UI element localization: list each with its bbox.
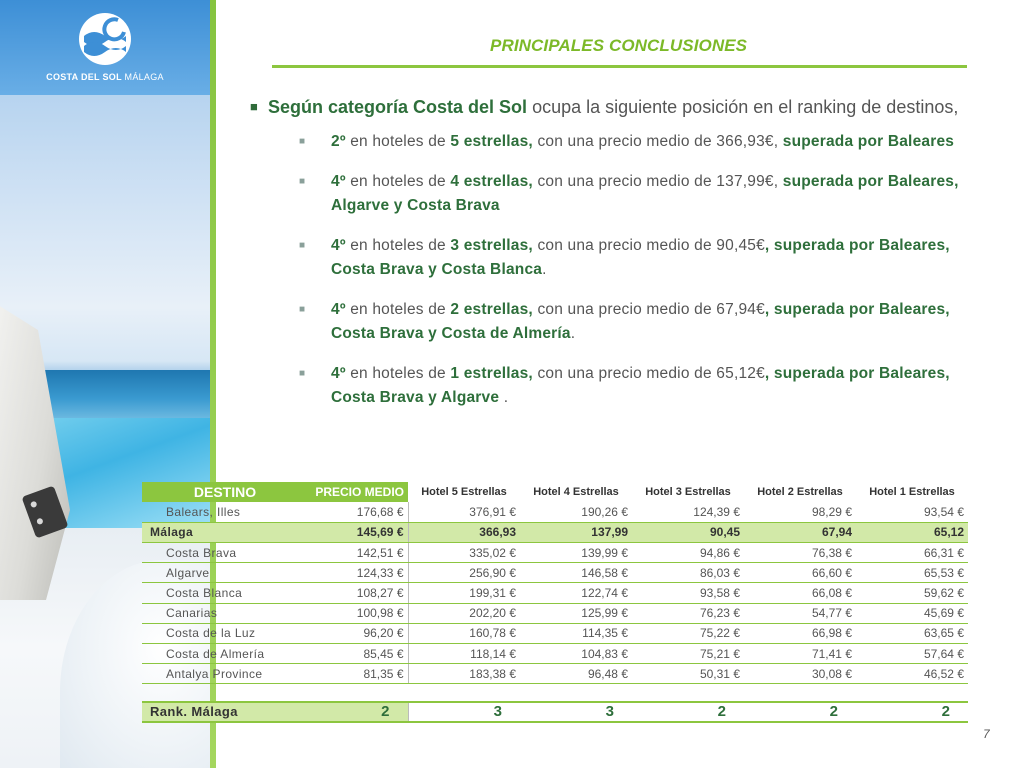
destination-cell: Balears, Illes [142,502,308,522]
value-cell: 190,26 € [520,502,632,522]
header-hotel-5: Hotel 5 Estrellas [408,482,520,502]
spacer-cell [408,684,520,702]
square-bullet-icon: ■ [250,99,258,114]
value-cell: 160,78 € [408,623,520,643]
value-cell: 256,90 € [408,563,520,583]
table-row [142,644,968,664]
value-cell: 118,14 € [408,644,520,664]
superada-text: , superada por Baleares, Costa Brava y Algarve [331,365,950,406]
value-cell: 366,93 [408,522,520,542]
value-cell: 66,31 € [856,543,968,563]
superada-text: superada por Baleares [782,133,955,150]
bullet-end: . [499,389,509,406]
table-body [142,502,968,722]
header-precio-medio: PRECIO MEDIO [308,482,408,502]
value-cell: 176,68 € [308,502,408,522]
small-square-bullet-icon: ■ [299,176,306,187]
rank-value-cell: 3 [408,702,520,722]
value-cell: 335,02 € [408,543,520,563]
table-row [142,563,968,583]
spacer-cell [856,684,968,702]
header-hotel-3: Hotel 3 Estrellas [632,482,744,502]
value-cell: 124,39 € [632,502,744,522]
bullet-text: en hoteles de [345,365,451,382]
value-cell: 57,64 € [856,644,968,664]
intro-text: ocupa la siguiente posición en el ranking de destinos, [527,97,959,117]
value-cell: 86,03 € [632,563,744,583]
table-row [142,522,968,542]
value-cell: 376,91 € [408,502,520,522]
costa-del-sol-logo [30,12,180,82]
table-row [142,623,968,643]
header-hotel-2: Hotel 2 Estrellas [744,482,856,502]
value-cell: 122,74 € [520,583,632,603]
value-cell: 98,29 € [744,502,856,522]
sub-bullet-item [250,298,960,346]
destination-cell: Antalya Province [142,664,308,684]
small-square-bullet-icon: ■ [299,368,306,379]
title-underline [272,65,967,68]
star-category: 2 estrellas, [450,301,533,318]
bullet-text: en hoteles de [345,237,451,254]
logo-name: COSTA DEL SOL [46,72,122,82]
value-cell: 75,21 € [632,644,744,664]
value-cell: 66,60 € [744,563,856,583]
destination-cell: Costa Brava [142,543,308,563]
value-cell: 54,77 € [744,603,856,623]
header-hotel-4: Hotel 4 Estrellas [520,482,632,502]
bullet-end: . [570,325,576,342]
value-cell: 124,33 € [308,563,408,583]
price-text: con una precio medio de 67,94€ [532,301,765,318]
value-cell: 45,69 € [856,603,968,623]
value-cell: 142,51 € [308,543,408,563]
price-text: con una precio medio de 90,45€ [532,237,765,254]
value-cell: 104,83 € [520,644,632,664]
sub-bullet-list [250,130,960,410]
value-cell: 94,86 € [632,543,744,563]
spacer-row [142,684,968,702]
header-destino: DESTINO [142,482,308,502]
rank-position: 4º [331,365,346,382]
value-cell: 183,38 € [408,664,520,684]
star-category: 1 estrellas, [450,365,533,382]
spacer-cell [632,684,744,702]
value-cell: 139,99 € [520,543,632,563]
superada-text: , superada por Baleares, Costa Brava y Costa Blanca [331,237,950,278]
value-cell: 63,65 € [856,623,968,643]
table-row [142,543,968,563]
star-category: 4 estrellas, [450,173,533,190]
value-cell: 145,69 € [308,522,408,542]
rank-value-cell: 3 [520,702,632,722]
value-cell: 96,20 € [308,623,408,643]
spacer-cell [744,684,856,702]
value-cell: 108,27 € [308,583,408,603]
header-hotel-1: Hotel 1 Estrellas [856,482,968,502]
value-cell: 85,45 € [308,644,408,664]
price-text: con una precio medio de 366,93€, [532,133,783,150]
rank-value-cell: 2 [632,702,744,722]
destination-cell: Algarve [142,563,308,583]
bullet-text: en hoteles de [345,133,451,150]
rank-value-cell: 2 [856,702,968,722]
value-cell: 114,35 € [520,623,632,643]
value-cell: 50,31 € [632,664,744,684]
value-cell: 59,62 € [856,583,968,603]
price-text: con una precio medio de 137,99€, [532,173,783,190]
rank-label: Rank. Málaga [142,702,308,722]
value-cell: 100,98 € [308,603,408,623]
sub-bullet-item [250,170,960,218]
star-category: 3 estrellas, [450,237,533,254]
table-row [142,502,968,522]
logo-suffix: MÁLAGA [124,72,164,82]
value-cell: 93,54 € [856,502,968,522]
superada-text: , superada por Baleares, Costa Brava y Costa de Almería [331,301,950,342]
value-cell: 71,41 € [744,644,856,664]
destination-cell: Costa de Almería [142,644,308,664]
spacer-cell [520,684,632,702]
page-title: PRINCIPALES CONCLUSIONES [490,36,748,55]
value-cell: 96,48 € [520,664,632,684]
logo-text [30,72,180,82]
value-cell: 66,98 € [744,623,856,643]
superada-text: superada por Baleares, Algarve y Costa Brava [331,173,959,214]
sub-bullet-item [250,130,960,154]
rank-position: 4º [331,301,346,318]
conclusions-content [250,94,960,410]
star-category: 5 estrellas, [450,133,533,150]
rank-position: 4º [331,237,346,254]
rank-row [142,702,968,722]
value-cell: 137,99 [520,522,632,542]
value-cell: 146,58 € [520,563,632,583]
small-square-bullet-icon: ■ [299,240,306,251]
value-cell: 46,52 € [856,664,968,684]
destination-cell: Málaga [142,522,308,542]
page-number: 7 [983,727,990,741]
value-cell: 75,22 € [632,623,744,643]
spacer-cell [142,684,308,702]
value-cell: 65,53 € [856,563,968,583]
value-cell: 125,99 € [520,603,632,623]
price-ranking-table [142,482,968,723]
sub-bullet-item [250,362,960,410]
rank-position: 4º [331,173,346,190]
table-row [142,603,968,623]
value-cell: 65,12 [856,522,968,542]
value-cell: 199,31 € [408,583,520,603]
value-cell: 67,94 [744,522,856,542]
value-cell: 66,08 € [744,583,856,603]
value-cell: 76,23 € [632,603,744,623]
destination-cell: Costa de la Luz [142,623,308,643]
rank-position: 2º [331,133,346,150]
value-cell: 30,08 € [744,664,856,684]
value-cell: 76,38 € [744,543,856,563]
sub-bullet-item [250,234,960,282]
bullet-end: . [542,261,547,278]
small-square-bullet-icon: ■ [299,136,306,147]
intro-highlight: Según categoría Costa del Sol [268,97,528,117]
value-cell: 202,20 € [408,603,520,623]
wave-sun-logo-icon [78,12,132,66]
rank-value-cell: 2 [744,702,856,722]
small-square-bullet-icon: ■ [299,304,306,315]
table-row [142,664,968,684]
spacer-cell [308,684,408,702]
destination-cell: Canarias [142,603,308,623]
table-header-row [142,482,968,502]
destination-cell: Costa Blanca [142,583,308,603]
price-text: con una precio medio de 65,12€ [532,365,765,382]
main-bullet [250,94,960,120]
rank-value-cell: 2 [308,702,408,722]
bullet-text: en hoteles de [345,301,451,318]
value-cell: 81,35 € [308,664,408,684]
table-row [142,583,968,603]
bullet-text: en hoteles de [345,173,451,190]
value-cell: 93,58 € [632,583,744,603]
value-cell: 90,45 [632,522,744,542]
